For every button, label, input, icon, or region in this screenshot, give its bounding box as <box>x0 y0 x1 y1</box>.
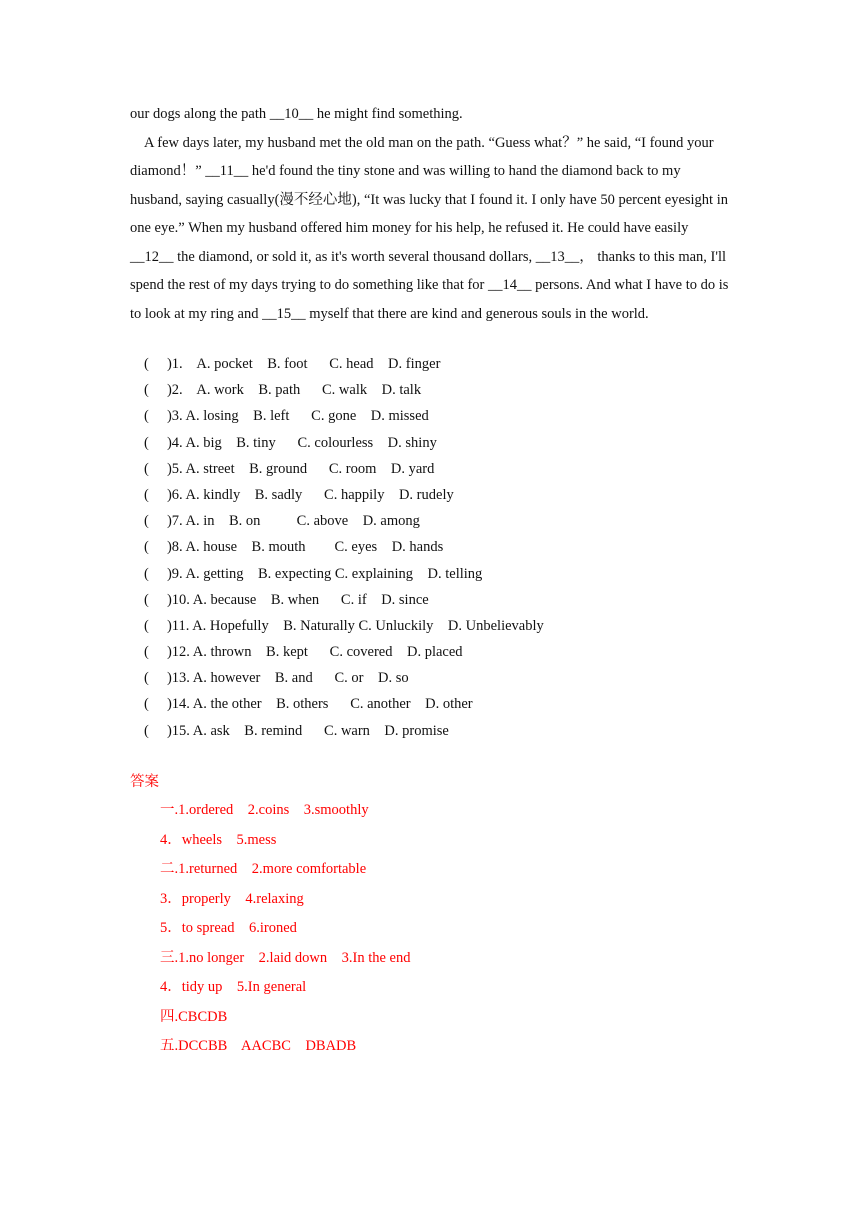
question-item: ( )14. A. the other B. others C. another D. other <box>144 696 473 713</box>
answer-line: 5．to spread 6.ironed <box>160 920 297 936</box>
question-item: ( )12. A. thrown B. kept C. covered D. placed <box>144 644 463 661</box>
question-item: ( )7. A. in B. on C. above D. among <box>144 513 420 530</box>
question-item: ( )5. A. street B. ground C. room D. yard <box>144 460 435 477</box>
question-item: ( )10. A. because B. when C. if D. since <box>144 591 429 608</box>
question-item: ( )4. A. big B. tiny C. colourless D. shiny <box>144 434 437 451</box>
question-item: ( )2. A. work B. path C. walk D. talk <box>144 382 422 399</box>
question-item: ( )13. A. however B. and C. or D. so <box>144 670 409 687</box>
passage-paragraph: our dogs along the path __10__ he might find something. <box>130 106 463 122</box>
answer-line: 4．tidy up 5.In general <box>160 979 307 995</box>
question-item: ( )8. A. house B. mouth C. eyes D. hands <box>144 539 444 556</box>
question-item: ( )1. A. pocket B. foot C. head D. finger <box>144 356 441 372</box>
question-item: ( )3. A. losing B. left C. gone D. missed <box>144 408 429 425</box>
passage <box>130 100 730 328</box>
answer-line: 3．properly 4.relaxing <box>160 890 304 907</box>
question-item: ( )6. A. kindly B. sadly C. happily D. rudely <box>144 486 454 503</box>
passage-paragraph: A few days later, my husband met the old man on the path. “Guess what？” he said, “I found your diamond！” __11__ he'd found the tiny stone and was willing to hand the diamond back to my husband, saying casually(漫不经心地), “It was lucky that I found it. I only have 50 percent eyesight in one eye.” When my husband offered him money for his help, he refused it. He could have easily __12__ the diamond, or sold it, as it's worth several thousand dollars, __13__， thanks to this man, I'll spend the rest of my days trying to do something like that for __14__ persons. And what I have to do is to look at my ring and __15__ myself that there are kind and generous souls in the world. <box>130 134 729 322</box>
question-item: ( )11. A. Hopefully B. Naturally C. Unluckily D. Unbelievably <box>144 617 544 634</box>
question-item: ( )9. A. getting B. expecting C. explaining D. telling <box>144 565 483 582</box>
answer-key <box>130 768 411 1062</box>
answer-line: 五.DCCBB AACBC DBADB <box>160 1038 357 1054</box>
answer-line: 三.1.no longer 2.laid down 3.In the end <box>160 949 411 966</box>
question-list <box>144 351 544 744</box>
answer-line: 四.CBCDB <box>160 1008 228 1025</box>
answer-line: 二.1.returned 2.more comfortable <box>160 861 367 877</box>
answer-key-title: 答案 <box>130 774 159 790</box>
answer-list <box>160 796 411 1062</box>
question-item: ( )15. A. ask B. remind C. warn D. promise <box>144 722 449 739</box>
answer-line: 4．wheels 5.mess <box>160 831 277 848</box>
answer-line: 一.1.ordered 2.coins 3.smoothly <box>160 802 369 818</box>
